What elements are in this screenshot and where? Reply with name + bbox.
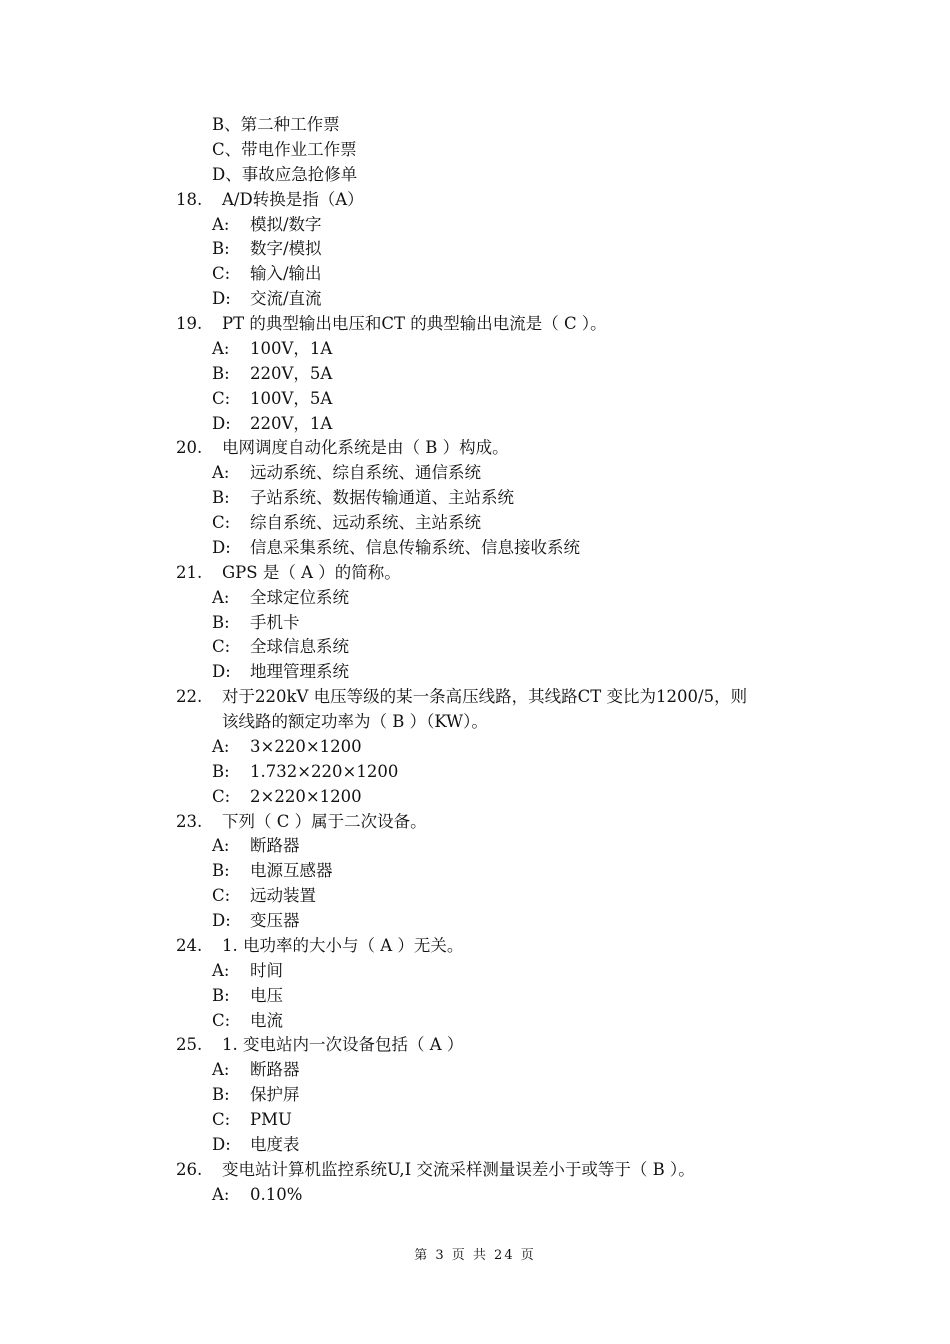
option-line bbox=[0, 586, 950, 611]
question-number: 21. bbox=[176, 562, 203, 582]
option-label: D: bbox=[212, 662, 231, 682]
question-number: 18. bbox=[176, 189, 203, 209]
option-line bbox=[0, 1108, 950, 1133]
option-line bbox=[0, 1133, 950, 1158]
option-line bbox=[0, 1058, 950, 1083]
option-text: 时间 bbox=[250, 960, 283, 980]
option-line bbox=[0, 213, 950, 238]
option-line bbox=[0, 959, 950, 984]
question-line bbox=[0, 934, 950, 959]
option-line bbox=[0, 859, 950, 884]
option-text: 100V，5A bbox=[250, 388, 333, 408]
option-line bbox=[0, 1183, 950, 1208]
option-text: 电压 bbox=[250, 985, 283, 1005]
option-text: 输入/输出 bbox=[250, 264, 322, 284]
option-label: D: bbox=[212, 1134, 231, 1154]
option-label: C: bbox=[212, 264, 231, 284]
option-line bbox=[0, 287, 950, 312]
option-label: A: bbox=[212, 960, 230, 980]
option-line bbox=[0, 461, 950, 486]
option-text: 220V，5A bbox=[250, 363, 333, 383]
option-line bbox=[0, 785, 950, 810]
option-text: PMU bbox=[250, 1110, 292, 1129]
question-line bbox=[0, 561, 950, 586]
option-label: D: bbox=[212, 289, 231, 309]
question-text: 下列（ C ）属于二次设备。 bbox=[222, 811, 427, 831]
question-text: 变电站计算机监控系统U,I 交流采样测量误差小于或等于（ B ）。 bbox=[222, 1159, 695, 1179]
option-text: 全球信息系统 bbox=[250, 637, 349, 657]
option-text: 子站系统、数据传输通道、主站系统 bbox=[250, 488, 514, 508]
option-label: B: bbox=[212, 985, 230, 1005]
option-text: 1.732×220×1200 bbox=[250, 761, 399, 781]
question-line bbox=[0, 1158, 950, 1183]
option-line bbox=[0, 237, 950, 262]
question-text: 1. 变电站内一次设备包括（ A ） bbox=[222, 1035, 464, 1055]
option-text: 模拟/数字 bbox=[250, 214, 322, 234]
option-line bbox=[0, 984, 950, 1009]
option-label: C: bbox=[212, 388, 231, 408]
option-text: 电流 bbox=[250, 1010, 283, 1030]
option-label: B: bbox=[212, 363, 230, 383]
question-text: A/D转换是指（A） bbox=[222, 189, 364, 209]
question-number: 24. bbox=[176, 935, 203, 955]
option-text: 信息采集系统、信息传输系统、信息接收系统 bbox=[250, 537, 580, 557]
option-text: 保护屏 bbox=[250, 1085, 300, 1105]
option-label: D: bbox=[212, 911, 231, 930]
option-line bbox=[0, 163, 950, 188]
option-label: A: bbox=[212, 463, 230, 483]
option-line bbox=[0, 138, 950, 163]
document-body bbox=[0, 113, 950, 1208]
option-label: B: bbox=[212, 1085, 230, 1105]
option-line bbox=[0, 909, 950, 934]
option-text: 全球定位系统 bbox=[250, 587, 349, 607]
option-line bbox=[0, 660, 950, 685]
option-text: 电源互感器 bbox=[250, 861, 333, 881]
option-line bbox=[0, 884, 950, 909]
question-number: 20. bbox=[176, 438, 203, 458]
question-number: 26. bbox=[176, 1159, 203, 1179]
question-line bbox=[0, 810, 950, 835]
question-text: PT 的典型输出电压和CT 的典型输出电流是（ C ）。 bbox=[222, 314, 607, 333]
option-line bbox=[0, 262, 950, 287]
option-text: 综自系统、远动系统、主站系统 bbox=[250, 513, 481, 532]
option-text: 电度表 bbox=[250, 1134, 300, 1154]
option-line bbox=[0, 635, 950, 660]
option-label: A: bbox=[212, 836, 230, 856]
option-text: 0.10% bbox=[250, 1184, 303, 1204]
option-label: C: bbox=[212, 1010, 231, 1030]
question-text: 对于220kV 电压等级的某一条高压线路，其线路CT 变比为1200/5，则 bbox=[222, 687, 748, 707]
option-label: A: bbox=[212, 214, 230, 234]
question-text: GPS 是（ A ）的简称。 bbox=[222, 562, 401, 582]
option-line bbox=[0, 387, 950, 412]
question-text: 电网调度自动化系统是由（ B ）构成。 bbox=[222, 438, 509, 458]
question-line bbox=[0, 685, 950, 710]
option-label: C: bbox=[212, 1110, 231, 1129]
option-line bbox=[0, 1009, 950, 1034]
question-number: 25. bbox=[176, 1035, 203, 1055]
question-continuation-line bbox=[0, 710, 950, 735]
question-line bbox=[0, 188, 950, 213]
option-text: C、带电作业工作票 bbox=[212, 139, 357, 159]
option-line bbox=[0, 834, 950, 859]
question-number: 19. bbox=[176, 314, 203, 333]
option-label: B: bbox=[212, 861, 230, 881]
option-text: 断路器 bbox=[250, 1060, 300, 1080]
question-number: 22. bbox=[176, 687, 203, 707]
option-line bbox=[0, 511, 950, 536]
option-line bbox=[0, 412, 950, 437]
option-text: 远动装置 bbox=[250, 886, 316, 906]
option-text: 手机卡 bbox=[250, 612, 300, 632]
option-line bbox=[0, 362, 950, 387]
option-label: D: bbox=[212, 537, 231, 557]
option-line bbox=[0, 536, 950, 561]
option-line bbox=[0, 337, 950, 362]
option-text: 变压器 bbox=[250, 911, 300, 930]
question-text: 该线路的额定功率为（ B ）（KW）。 bbox=[222, 712, 488, 731]
option-label: B: bbox=[212, 239, 230, 259]
option-label: A: bbox=[212, 587, 230, 607]
option-text: 远动系统、综自系统、通信系统 bbox=[250, 463, 481, 483]
question-line bbox=[0, 312, 950, 337]
option-label: C: bbox=[212, 786, 231, 806]
option-label: B: bbox=[212, 488, 230, 508]
option-text: 3×220×1200 bbox=[250, 736, 362, 756]
option-line bbox=[0, 486, 950, 511]
option-label: A: bbox=[212, 338, 230, 358]
option-text: 地理管理系统 bbox=[250, 662, 349, 682]
question-line bbox=[0, 1033, 950, 1058]
option-label: C: bbox=[212, 886, 231, 906]
option-label: A: bbox=[212, 1184, 230, 1204]
option-text: 数字/模拟 bbox=[250, 239, 322, 259]
question-line bbox=[0, 436, 950, 461]
option-text: 220V，1A bbox=[250, 413, 333, 433]
question-text: 1. 电功率的大小与（ A ）无关。 bbox=[222, 935, 464, 955]
option-label: A: bbox=[212, 1060, 230, 1080]
option-line bbox=[0, 611, 950, 636]
option-text: 交流/直流 bbox=[250, 289, 322, 309]
option-label: B: bbox=[212, 612, 230, 632]
option-text: B、第二种工作票 bbox=[212, 115, 340, 134]
option-line bbox=[0, 1083, 950, 1108]
option-label: C: bbox=[212, 513, 231, 532]
option-text: 2×220×1200 bbox=[250, 786, 362, 806]
option-text: 断路器 bbox=[250, 836, 300, 856]
option-line bbox=[0, 735, 950, 760]
option-label: B: bbox=[212, 761, 230, 781]
option-line bbox=[0, 113, 950, 138]
option-text: 100V，1A bbox=[250, 338, 333, 358]
question-number: 23. bbox=[176, 811, 203, 831]
option-line bbox=[0, 760, 950, 785]
option-label: A: bbox=[212, 736, 230, 756]
option-text: D、事故应急抢修单 bbox=[212, 164, 358, 184]
option-label: C: bbox=[212, 637, 231, 657]
option-label: D: bbox=[212, 413, 231, 433]
page-footer: 第 3 页 共 24 页 bbox=[414, 1248, 536, 1263]
